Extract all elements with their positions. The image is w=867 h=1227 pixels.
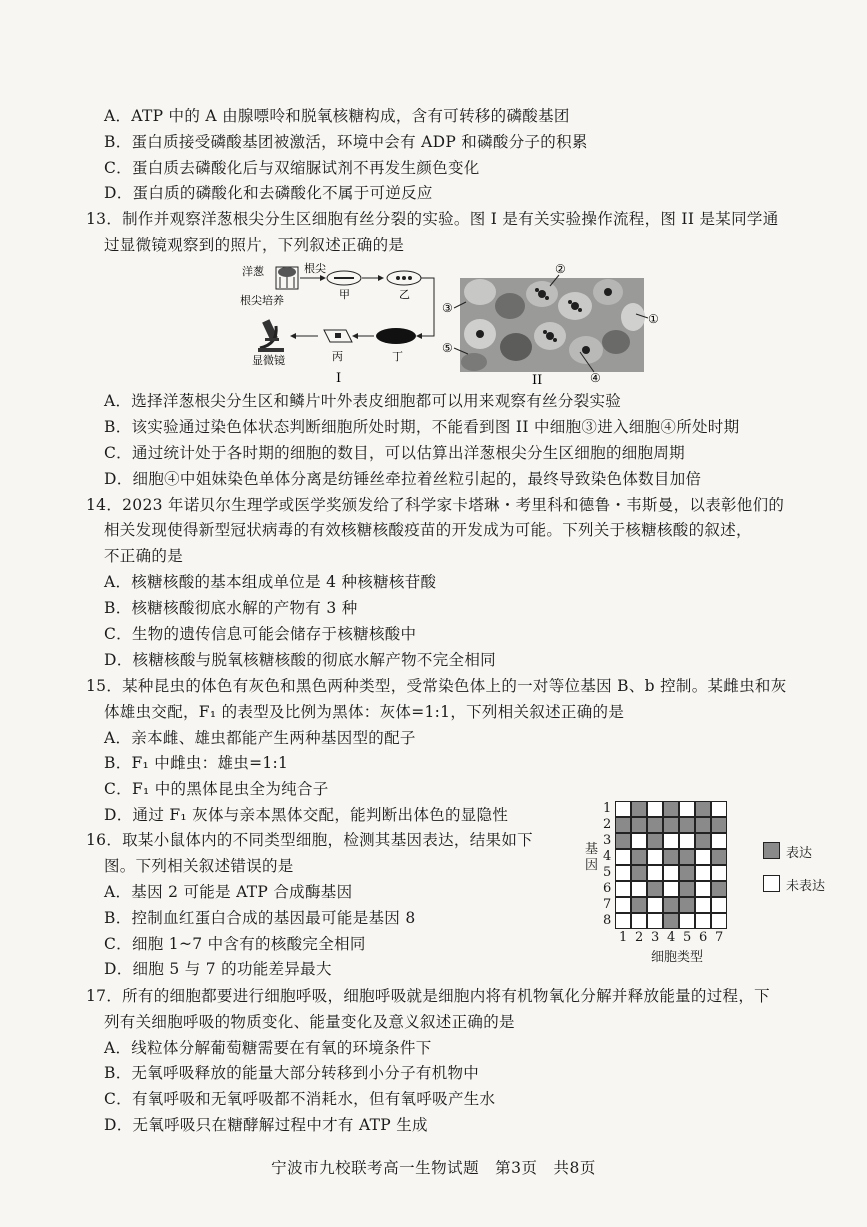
- q15-option-a: A．亲本雌、雄虫都能产生两种基因型的配子: [104, 729, 416, 747]
- q15-option-d: D．通过 F₁ 灰体与亲本黑体交配，能判断出体色的显隐性: [104, 806, 509, 824]
- cell-type-col-label: 4: [667, 930, 676, 945]
- grid-cell-gene3-cell7: [712, 834, 727, 849]
- grid-cell-gene8-cell5: [680, 914, 695, 929]
- cell-type-col-label: 6: [699, 930, 708, 945]
- marker-1: ①: [648, 312, 659, 326]
- fig1-label-bing: 丙: [332, 350, 343, 363]
- grid-cell-gene8-cell6: [696, 914, 711, 929]
- q12-option-d: D．蛋白质的磷酸化和去磷酸化不属于可逆反应: [104, 184, 433, 202]
- grid-cell-gene1-cell7: [712, 802, 727, 817]
- fig1-label-ding: 丁: [392, 350, 403, 363]
- grid-cell-gene4-cell5: [680, 850, 695, 865]
- q13-option-c: C．通过统计处于各时期的细胞的数目，可以估算出洋葱根尖分生区细胞的细胞周期: [104, 444, 685, 462]
- grid-cell-gene7-cell4: [664, 898, 679, 913]
- fig1-label-roottip: 根尖: [304, 262, 326, 275]
- cell-type-col-label: 7: [715, 930, 724, 945]
- q14-stem-cont1: 相关发现使得新型冠状病毒的有效核糖核酸疫苗的开发成为可能。下列关于核糖核酸的叙述，: [104, 521, 752, 539]
- q15-stem: 15．某种昆虫的体色有灰色和黑色两种类型，受常染色体上的一对等位基因 B、b 控制。某雌虫和灰: [86, 677, 787, 695]
- q12-option-c: C．蛋白质去磷酸化后与双缩脲试剂不再发生颜色变化: [104, 159, 480, 177]
- q14-stem: 14．2023 年诺贝尔生理学或医学奖颁发给了科学家卡塔琳・考里科和德鲁・韦斯曼，以表彰他们的: [86, 496, 785, 514]
- grid-cell-gene6-cell7: [712, 882, 727, 897]
- q17-option-b: B．无氧呼吸释放的能量大部分转移到小分子有机物中: [104, 1064, 480, 1082]
- marker-4: ④: [590, 371, 601, 385]
- gene-row-label: 7: [603, 897, 612, 912]
- q17-option-d: D．无氧呼吸只在糖酵解过程中才有 ATP 生成: [104, 1116, 428, 1134]
- grid-cell-gene7-cell5: [680, 898, 695, 913]
- gene-axis-title: 基因: [585, 842, 599, 873]
- gene-row-label: 6: [603, 881, 612, 896]
- q14-option-a: A．核糖核酸的基本组成单位是 4 种核糖核苷酸: [104, 573, 437, 591]
- q14-option-d: D．核糖核酸与脱氧核糖核酸的彻底水解产物不完全相同: [104, 651, 496, 669]
- q15-option-c: C．F₁ 中的黑体昆虫全为纯合子: [104, 780, 329, 798]
- grid-cell-gene3-cell6: [696, 834, 711, 849]
- grid-cell-gene4-cell1: [616, 850, 631, 865]
- q17-option-a: A．线粒体分解葡萄糖需要在有氧的环境条件下: [104, 1039, 432, 1057]
- legend-expressed-swatch: [763, 842, 780, 859]
- grid-cell-gene1-cell1: [616, 802, 631, 817]
- grid-cell-gene6-cell1: [616, 882, 631, 897]
- q14-option-b: B．核糖核酸彻底水解的产物有 3 种: [104, 599, 358, 617]
- q14-option-c: C．生物的遗传信息可能会储存于核糖核酸中: [104, 625, 417, 643]
- grid-cell-gene5-cell1: [616, 866, 631, 881]
- grid-cell-gene6-cell4: [664, 882, 679, 897]
- cell-type-col-label: 3: [651, 930, 660, 945]
- q13-option-a: A．选择洋葱根尖分生区和鳞片叶外表皮细胞都可以用来观察有丝分裂实验: [104, 392, 622, 410]
- q13-option-d: D．细胞④中姐妹染色单体分离是纺锤丝牵拉着丝粒引起的，最终导致染色体数目加倍: [104, 470, 702, 488]
- q16-option-c: C．细胞 1~7 中含有的核酸完全相同: [104, 935, 366, 953]
- q12-option-b: B．蛋白质接受磷酸基团被激活，环境中会有 ADP 和磷酸分子的积累: [104, 133, 588, 151]
- cell-type-col-label: 5: [683, 930, 692, 945]
- grid-cell-gene6-cell6: [696, 882, 711, 897]
- grid-cell-gene3-cell4: [664, 834, 679, 849]
- q16-stem: 16．取某小鼠体内的不同类型细胞，检测其基因表达，结果如下: [86, 831, 533, 849]
- cell-type-col-label: 2: [635, 930, 644, 945]
- grid-cell-gene8-cell4: [664, 914, 679, 929]
- grid-cell-gene2-cell2: [632, 818, 647, 833]
- grid-cell-gene2-cell6: [696, 818, 711, 833]
- grid-cell-gene2-cell3: [648, 818, 663, 833]
- grid-cell-gene7-cell1: [616, 898, 631, 913]
- marker-2: ②: [555, 262, 566, 276]
- grid-cell-gene4-cell4: [664, 850, 679, 865]
- grid-cell-gene5-cell5: [680, 866, 695, 881]
- fig1-label-microscope: 显微镜: [252, 354, 285, 367]
- marker-3: ③: [442, 301, 453, 315]
- gene-row-label: 4: [603, 849, 612, 864]
- fig1-label-onion: 洋葱: [242, 265, 264, 278]
- grid-cell-gene5-cell3: [648, 866, 663, 881]
- q16-option-a: A．基因 2 可能是 ATP 合成酶基因: [104, 883, 353, 901]
- legend-expressed-label: 表达: [786, 846, 813, 861]
- grid-cell-gene7-cell3: [648, 898, 663, 913]
- q13-stem-cont: 过显微镜观察到的照片，下列叙述正确的是: [104, 236, 405, 254]
- grid-cell-gene4-cell7: [712, 850, 727, 865]
- legend-not-expressed-swatch: [763, 875, 780, 892]
- legend-not-expressed-label: 未表达: [786, 879, 826, 894]
- grid-cell-gene5-cell2: [632, 866, 647, 881]
- grid-cell-gene6-cell2: [632, 882, 647, 897]
- fig1-label-yi: 乙: [399, 288, 410, 301]
- grid-cell-gene3-cell5: [680, 834, 695, 849]
- fig1-label-culture: 根尖培养: [240, 294, 284, 307]
- grid-cell-gene5-cell4: [664, 866, 679, 881]
- grid-cell-gene8-cell2: [632, 914, 647, 929]
- q15-stem-cont: 体雄虫交配，F₁ 的表型及比例为黑体：灰体=1:1，下列相关叙述正确的是: [104, 703, 625, 721]
- grid-cell-gene7-cell2: [632, 898, 647, 913]
- q16-stem-cont: 图。下列相关叙述错误的是: [104, 857, 294, 875]
- onion-jar-icon: [276, 267, 298, 289]
- grid-cell-gene2-cell4: [664, 818, 679, 833]
- q13-option-b: B．该实验通过染色体状态判断细胞所处时期，不能看到图 II 中细胞③进入细胞④所处时期: [104, 418, 740, 436]
- gene-row-label: 2: [603, 817, 612, 832]
- grid-cell-gene6-cell3: [648, 882, 663, 897]
- grid-cell-gene2-cell5: [680, 818, 695, 833]
- grid-cell-gene1-cell6: [696, 802, 711, 817]
- marker-5: ⑤: [442, 341, 453, 355]
- dish-ding-icon: [376, 328, 416, 344]
- page-footer: 宁波市九校联考高一生物试题 第3页 共8页: [271, 1159, 596, 1177]
- q17-stem-cont: 列有关细胞呼吸的物质变化、能量变化及意义叙述正确的是: [104, 1013, 515, 1031]
- grid-cell-gene1-cell3: [648, 802, 663, 817]
- gene-row-label: 3: [603, 833, 612, 848]
- fig1-caption: I: [336, 371, 342, 386]
- grid-cell-gene1-cell4: [664, 802, 679, 817]
- grid-cell-gene4-cell2: [632, 850, 647, 865]
- grid-cell-gene8-cell3: [648, 914, 663, 929]
- cell-type-col-label: 1: [619, 930, 628, 945]
- grid-cell-gene2-cell7: [712, 818, 727, 833]
- fig1-label-jia: 甲: [339, 288, 350, 301]
- grid-cell-gene1-cell2: [632, 802, 647, 817]
- gene-row-label: 1: [603, 801, 612, 816]
- grid-cell-gene5-cell6: [696, 866, 711, 881]
- grid-cell-gene2-cell1: [616, 818, 631, 833]
- grid-cell-gene4-cell6: [696, 850, 711, 865]
- grid-cell-gene3-cell1: [616, 834, 631, 849]
- grid-cell-gene4-cell3: [648, 850, 663, 865]
- q16-option-b: B．控制血红蛋白合成的基因最可能是基因 8: [104, 909, 416, 927]
- q16-option-d: D．细胞 5 与 7 的功能差异最大: [104, 960, 332, 978]
- grid-cell-gene8-cell1: [616, 914, 631, 929]
- fig2-caption: II: [532, 373, 543, 386]
- q17-stem: 17．所有的细胞都要进行细胞呼吸，细胞呼吸就是细胞内将有机物氧化分解并释放能量的过程，下: [86, 987, 770, 1005]
- figure-micrograph: [440, 262, 668, 386]
- figure-experiment-flow: [238, 260, 440, 386]
- microscope-icon: [258, 319, 284, 352]
- q14-stem-cont2: 不正确的是: [104, 547, 184, 565]
- grid-cell-gene7-cell6: [696, 898, 711, 913]
- q12-option-a: A．ATP 中的 A 由腺嘌呤和脱氧核糖构成，含有可转移的磷酸基团: [104, 107, 570, 125]
- gene-row-label: 5: [603, 865, 612, 880]
- grid-cell-gene7-cell7: [712, 898, 727, 913]
- grid-cell-gene3-cell3: [648, 834, 663, 849]
- grid-cell-gene3-cell2: [632, 834, 647, 849]
- grid-cell-gene1-cell5: [680, 802, 695, 817]
- q17-option-c: C．有氧呼吸和无氧呼吸都不消耗水，但有氧呼吸产生水: [104, 1090, 496, 1108]
- grid-cell-gene6-cell5: [680, 882, 695, 897]
- gene-row-label: 8: [603, 913, 612, 928]
- grid-cell-gene5-cell7: [712, 866, 727, 881]
- cell-type-axis-title: 细胞类型: [651, 950, 704, 965]
- grid-cell-gene8-cell7: [712, 914, 727, 929]
- gene-expression-grid: [615, 801, 727, 929]
- q15-option-b: B．F₁ 中雌虫：雄虫=1:1: [104, 754, 289, 772]
- q13-stem: 13．制作并观察洋葱根尖分生区细胞有丝分裂的实验。图 I 是有关实验操作流程，图 II 是某同学通: [86, 210, 779, 228]
